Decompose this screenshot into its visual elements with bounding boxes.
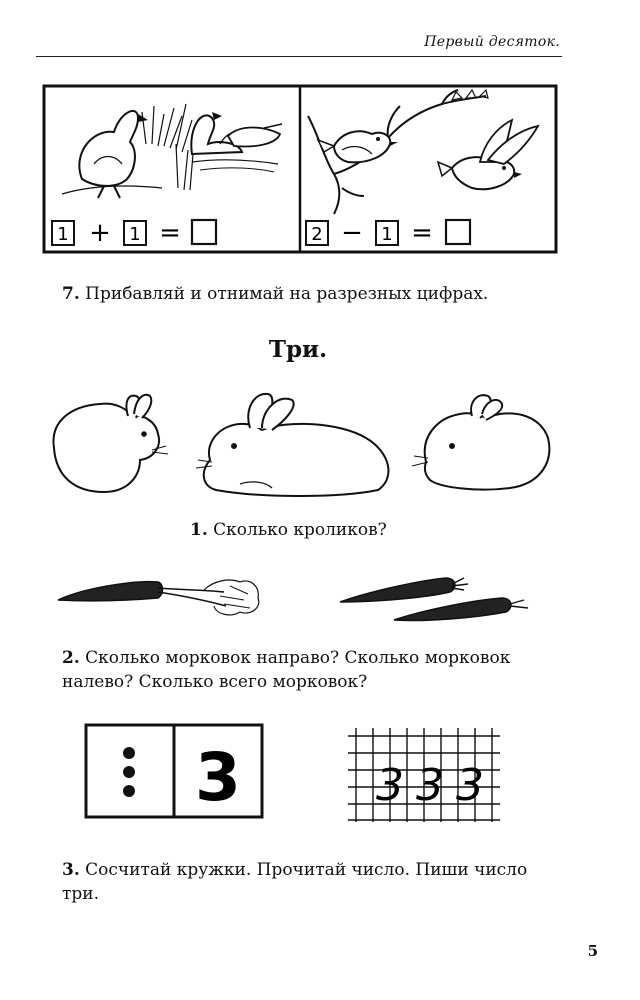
rabbit-1	[53, 395, 168, 492]
equation-left-a: 1	[57, 224, 69, 245]
grid-digit-1: 3	[376, 760, 404, 811]
equation-right-b: 1	[381, 224, 393, 245]
grid-digit-3: 3	[456, 760, 484, 811]
goose-illustration	[62, 111, 162, 198]
rabbits-illustration	[40, 388, 560, 500]
sparrow-flying-illustration	[438, 120, 538, 189]
task-1	[190, 518, 510, 542]
equation-right-eq: =	[411, 218, 433, 248]
equation-right-a: 2	[311, 224, 323, 245]
task-2-number: 2.	[62, 648, 80, 668]
number-card	[84, 722, 266, 822]
carrot-right-1	[340, 578, 468, 602]
writing-grid	[346, 722, 506, 828]
carrot-right-2	[394, 598, 528, 621]
task-1-number: 1.	[190, 520, 208, 540]
running-head: Первый десяток.	[424, 34, 560, 50]
task-2-text-line-1: Сколько морковок направо? Сколько морковок	[85, 648, 511, 668]
task-3-number: 3.	[62, 860, 80, 880]
rabbit-2	[196, 394, 388, 496]
bird-illustration-panel	[42, 84, 558, 254]
equation-left-b: 1	[129, 224, 141, 245]
task-3	[62, 858, 582, 906]
exercise-7-number: 7.	[62, 284, 80, 304]
sparrow-perched-illustration	[318, 131, 398, 162]
swans-illustration	[191, 112, 282, 172]
carrot-left	[58, 580, 259, 615]
rabbit-3	[412, 395, 549, 489]
header-rule	[36, 56, 562, 57]
carrots-illustration	[54, 570, 534, 626]
task-3-line-1	[62, 858, 582, 882]
dots-three	[123, 747, 135, 797]
equation-left-op: +	[89, 218, 111, 248]
exercise-7	[62, 282, 582, 306]
section-title: Три.	[268, 336, 328, 363]
task-3-line-2: три.	[62, 884, 100, 904]
task-2-line-2: налево? Сколько всего морковок?	[62, 672, 368, 692]
equation-right	[306, 218, 470, 248]
card-digit: 3	[195, 739, 241, 816]
task-1-text: Сколько кроликов?	[213, 520, 387, 540]
equation-left-eq: =	[159, 218, 181, 248]
task-2	[62, 646, 582, 694]
task-2-line-1	[62, 646, 582, 670]
equation-right-op: −	[341, 218, 363, 248]
equation-left	[52, 218, 216, 248]
exercise-7-text: Прибавляй и отнимай на разрезных цифрах.	[85, 284, 489, 304]
grass-reeds	[142, 104, 194, 190]
grid-digit-2: 3	[416, 760, 444, 811]
page-number: 5	[587, 942, 598, 960]
task-3-text-line-1: Сосчитай кружки. Прочитай число. Пиши число	[85, 860, 528, 880]
